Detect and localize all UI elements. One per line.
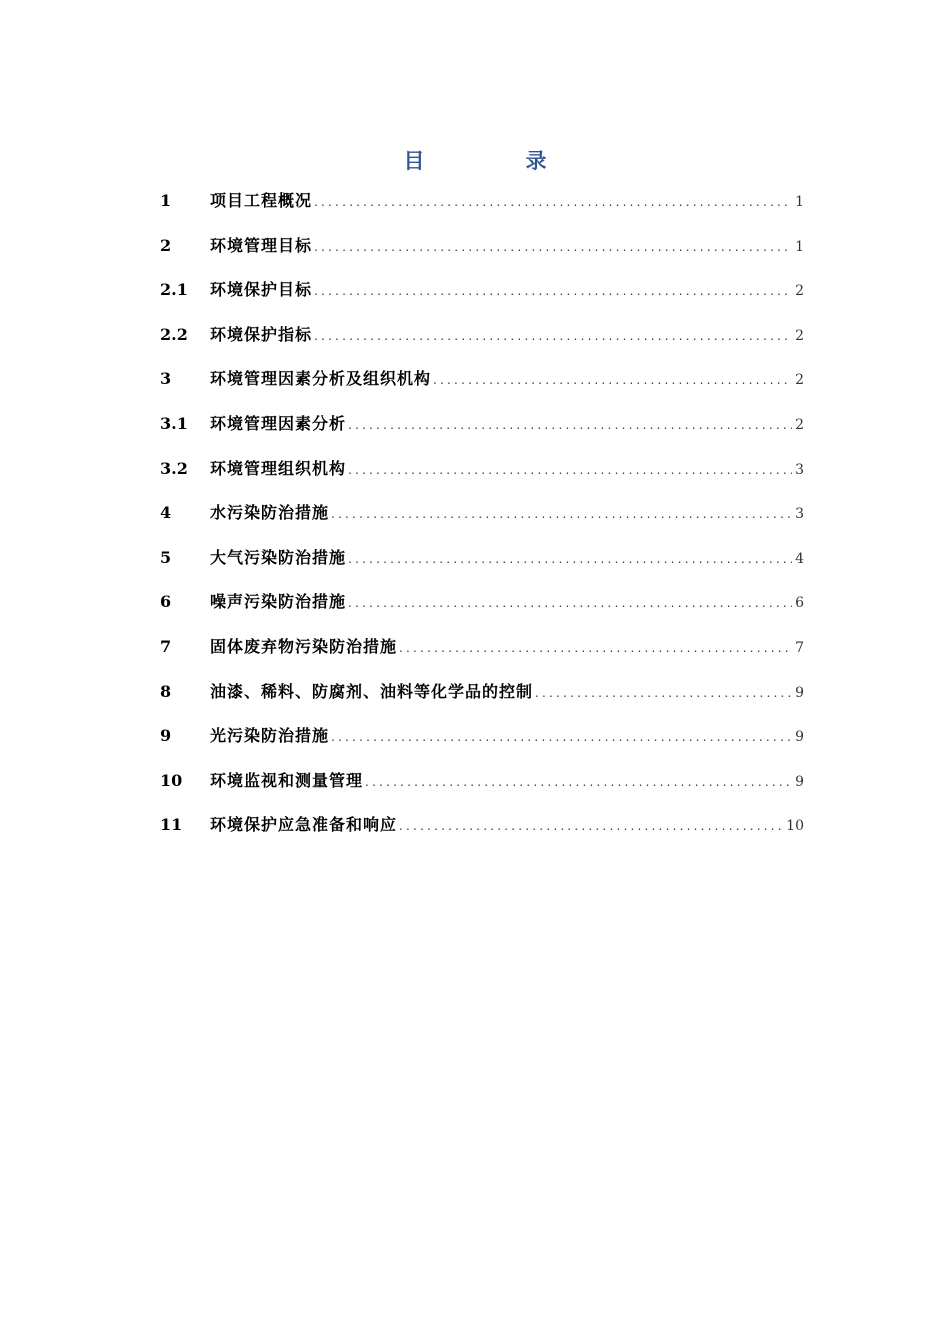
toc-entry-title: 环境管理因素分析及组织机构 (210, 369, 432, 389)
toc-entry-page: 10 (786, 818, 804, 835)
toc-entry-title: 光污染防治措施 (210, 726, 330, 746)
toc-entry-page: 1 (795, 194, 804, 210)
toc-entry-page: 7 (795, 639, 804, 656)
toc-entry-page: 2 (795, 283, 804, 300)
toc-leader-dots (399, 633, 792, 663)
toc-entry-number: 3.1 (160, 413, 188, 433)
toc-leader-dots (348, 544, 792, 574)
toc-entry-title: 环境管理因素分析 (210, 413, 347, 433)
toc-leader-dots (314, 321, 792, 351)
toc-entry-page: 9 (795, 773, 804, 790)
toc-leader-dots (314, 276, 792, 306)
toc-entry-page: 1 (795, 238, 804, 255)
toc-entry-number: 5 (160, 547, 172, 567)
toc-entry[interactable] (160, 409, 804, 454)
toc-leader-dots (331, 499, 792, 529)
toc-entry[interactable] (160, 364, 804, 409)
toc-entry-title: 油漆、稀料、防腐剂、油料等化学品的控制 (210, 681, 534, 701)
toc-list (160, 186, 804, 855)
toc-leader-dots (535, 678, 792, 708)
toc-entry[interactable] (160, 721, 804, 766)
toc-entry-number: 11 (160, 815, 183, 835)
toc-entry-page: 9 (795, 684, 804, 701)
toc-entry-title: 项目工程概况 (210, 191, 313, 210)
toc-entry-page: 3 (795, 461, 804, 478)
toc-entry[interactable] (160, 231, 804, 276)
toc-leader-dots (399, 811, 783, 841)
toc-entry-number: 9 (160, 726, 172, 746)
toc-entry-title: 环境管理组织机构 (210, 458, 347, 478)
toc-entry[interactable] (160, 543, 804, 588)
toc-entry-title: 固体废弃物污染防治措施 (210, 636, 398, 656)
toc-entry-title: 环境保护应急准备和响应 (210, 815, 398, 835)
toc-leader-dots (348, 455, 792, 485)
toc-entry-number: 1 (160, 191, 172, 210)
toc-entry[interactable] (160, 320, 804, 365)
toc-entry-page: 2 (795, 372, 804, 389)
toc-entry[interactable] (160, 677, 804, 722)
toc-entry-title: 大气污染防治措施 (210, 547, 347, 567)
toc-leader-dots (365, 767, 792, 797)
toc-entry-title: 环境监视和测量管理 (210, 770, 364, 790)
toc-entry-page: 3 (795, 506, 804, 523)
toc-entry-page: 2 (795, 416, 804, 433)
toc-leader-dots (348, 410, 792, 440)
toc-entry-number: 3 (160, 369, 172, 389)
toc-entry[interactable] (160, 498, 804, 543)
toc-entry-number: 4 (160, 503, 172, 523)
toc-entry[interactable] (160, 810, 804, 855)
toc-leader-dots (348, 588, 792, 618)
toc-entry[interactable] (160, 186, 804, 231)
toc-entry-number: 2 (160, 235, 172, 255)
toc-entry-page: 6 (795, 595, 804, 612)
toc-leader-dots (331, 722, 792, 752)
toc-leader-dots (314, 232, 792, 262)
toc-entry[interactable] (160, 632, 804, 677)
toc-entry-number: 6 (160, 592, 172, 612)
toc-entry-number: 3.2 (160, 458, 188, 478)
toc-entry-number: 10 (160, 770, 183, 790)
toc-entry-title: 水污染防治措施 (210, 503, 330, 523)
toc-entry-page: 4 (795, 550, 804, 567)
toc-entry[interactable] (160, 275, 804, 320)
toc-entry[interactable] (160, 454, 804, 499)
toc-title: 目 录 (403, 148, 587, 173)
toc-entry-title: 环境保护指标 (210, 324, 313, 344)
toc-entry-page: 2 (795, 327, 804, 344)
toc-entry-number: 2.2 (160, 324, 188, 344)
toc-entry-number: 7 (160, 636, 172, 656)
toc-entry[interactable] (160, 587, 804, 632)
toc-entry-number: 2.1 (160, 280, 188, 300)
toc-leader-dots (433, 365, 792, 395)
toc-entry-title: 噪声污染防治措施 (210, 592, 347, 612)
toc-entry-title: 环境保护目标 (210, 280, 313, 300)
toc-entry-page: 9 (795, 729, 804, 746)
toc-entry-number: 8 (160, 681, 172, 701)
toc-leader-dots (314, 187, 792, 217)
toc-entry[interactable] (160, 766, 804, 811)
toc-entry-title: 环境管理目标 (210, 235, 313, 255)
